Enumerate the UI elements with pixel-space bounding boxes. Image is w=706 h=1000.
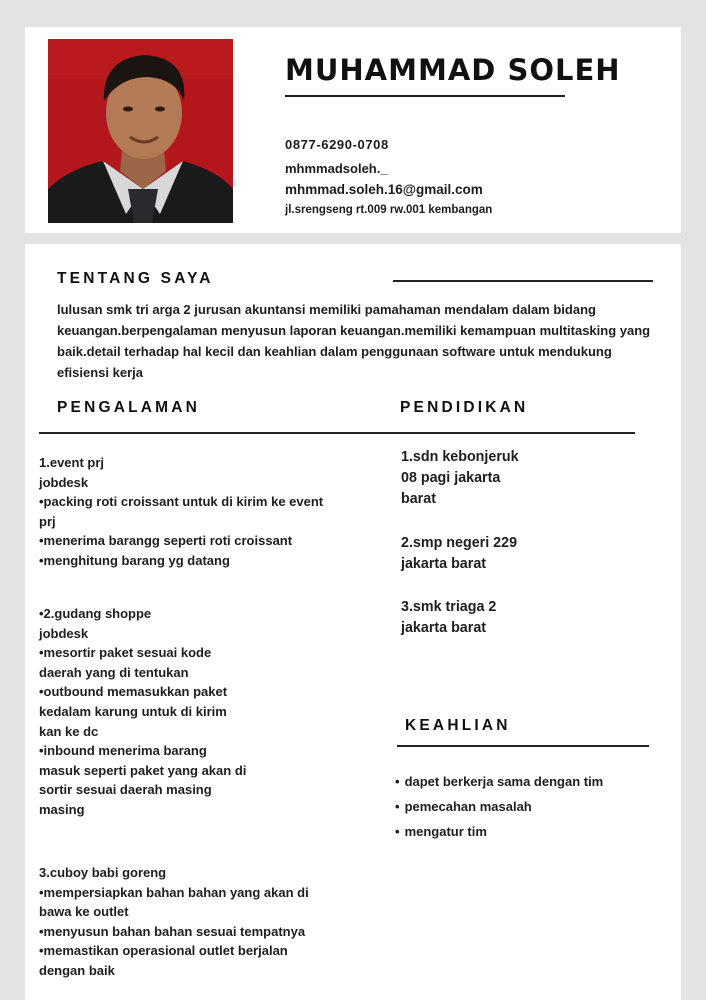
experience-line: •outbound memasukkan paket (39, 684, 228, 700)
education-line: 1.sdn kebonjeruk (401, 449, 519, 465)
experience-line: jobdesk (39, 625, 89, 641)
instagram-handle: mhmmadsoleh._ (285, 161, 388, 176)
about-text: lulusan smk tri arga 2 jurusan akuntansi memiliki pamahaman mendalam dalam bidang keuangan.berpengalaman menyusun laporan keuangan.memiliki kemampuan multitasking yang baik.detail terhadap hal kecil dan keahlian dalam penggunaan software untuk mendukung efisiensi kerja (57, 302, 651, 380)
experience-line: jobdesk (39, 474, 89, 490)
skills-rule (397, 745, 649, 747)
experience-line: •packing roti croissant untuk di kirim ke event (39, 494, 324, 510)
experience-line: dengan baik (39, 962, 115, 978)
name-underline (285, 95, 565, 97)
experience-heading: PENGALAMAN (57, 399, 201, 416)
experience-line: •menyusun bahan bahan sesuai tempatnya (39, 923, 306, 939)
education-line: 08 pagi jakarta (401, 470, 501, 486)
experience-item-1 (39, 453, 323, 571)
experience-line: kedalam karung untuk di kirim (39, 703, 227, 719)
header-card (25, 27, 681, 233)
skill-item: • pemecahan masalah (395, 797, 603, 822)
education-item-3 (401, 597, 496, 639)
experience-item-2 (39, 604, 246, 820)
home-address: jl.srengseng rt.009 rw.001 kembangan (285, 204, 493, 216)
phone-number: 0877-6290-0708 (285, 137, 389, 152)
experience-line: •menghitung barang yg datang (39, 552, 230, 568)
experience-line: masing (39, 801, 85, 817)
experience-line: 3.cuboy babi goreng (39, 865, 167, 880)
education-line: 3.smk triaga 2 (401, 599, 497, 615)
skills-heading: KEAHLIAN (405, 717, 511, 734)
skills-list (395, 772, 603, 847)
skill-item: • mengatur tim (395, 822, 603, 847)
experience-line: daerah yang di tentukan (39, 664, 189, 680)
experience-line: •menerima barangg seperti roti croissant (39, 533, 293, 549)
education-line: jakarta barat (401, 556, 487, 572)
experience-line: •memastikan operasional outlet berjalan (39, 943, 288, 959)
education-item-1 (401, 447, 519, 510)
experience-line: masuk seperti paket yang akan di (39, 762, 247, 778)
experience-line: 1.event prj (39, 455, 105, 470)
experience-line: •mesortir paket sesuai kode (39, 645, 212, 661)
about-rule (393, 280, 653, 282)
experience-line: sortir sesuai daerah masing (39, 782, 212, 798)
education-line: barat (401, 491, 436, 507)
education-line: jakarta barat (401, 620, 487, 636)
about-heading: TENTANG SAYA (57, 270, 214, 287)
experience-line: •inbound menerima barang (39, 743, 207, 759)
experience-line: kan ke dc (39, 723, 99, 739)
experience-education-rule (39, 432, 635, 434)
main-card (25, 244, 681, 1000)
skill-item: • dapet berkerja sama dengan tim (395, 772, 603, 797)
experience-line: prj (39, 513, 56, 529)
experience-line: •2.gudang shoppe (39, 606, 152, 621)
email-address: mhmmad.soleh.16@gmail.com (285, 182, 483, 197)
experience-line: bawa ke outlet (39, 904, 129, 920)
experience-item-3 (39, 863, 309, 981)
profile-photo (48, 39, 233, 223)
education-heading: PENDIDIKAN (400, 399, 529, 416)
applicant-name: MUHAMMAD SOLEH (285, 53, 621, 87)
education-item-2 (401, 533, 517, 575)
education-line: 2.smp negeri 229 (401, 535, 518, 551)
experience-line: •mempersiapkan bahan bahan yang akan di (39, 884, 309, 900)
